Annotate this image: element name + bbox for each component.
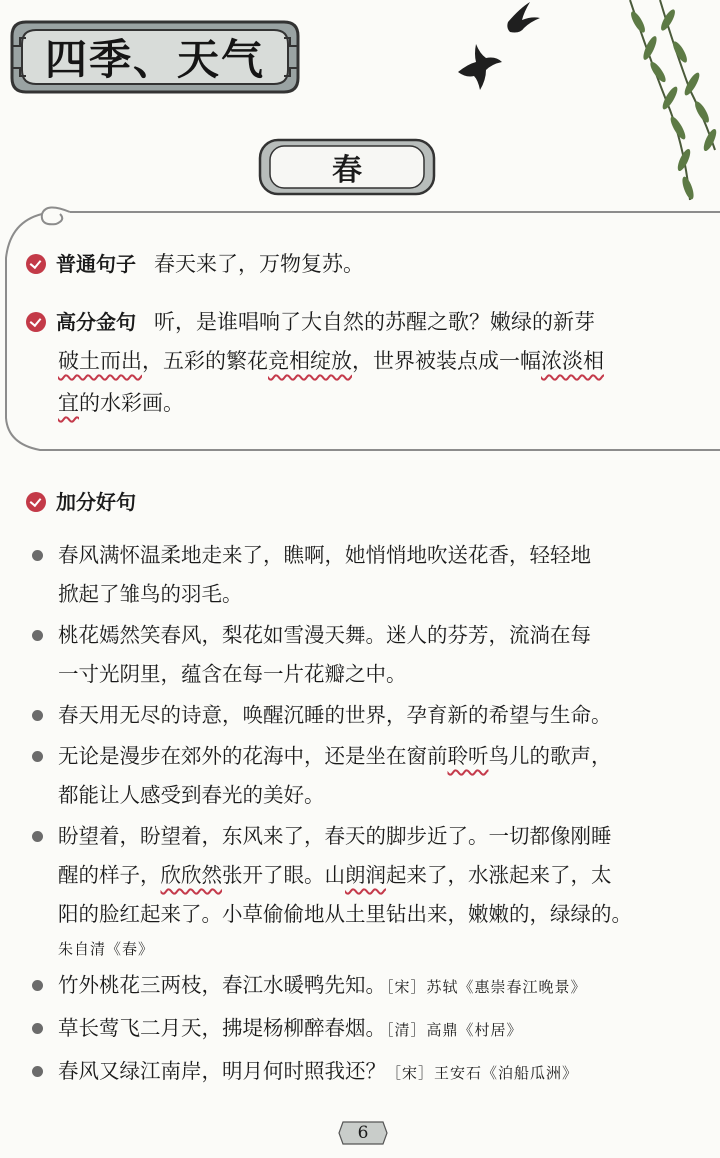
text-line: 竹外桃花三两枝，春江水暖鸭先知。 (58, 973, 386, 997)
page-number-text: 6 (357, 1123, 369, 1143)
highscore-line3 (58, 384, 184, 423)
text-line: 春风又绿江南岸，明月何时照我还？ (58, 1059, 386, 1083)
season-tab (258, 138, 436, 196)
list-item (30, 696, 720, 735)
citation: 朱自清《春》 (58, 940, 155, 958)
ordinary-sentence-row (26, 246, 364, 282)
list-item (30, 616, 720, 694)
citation: ［宋］苏轼《惠崇春江晚景》 (386, 978, 587, 996)
highlight-phrase: 欣欣然 (160, 863, 222, 887)
section-banner (6, 16, 304, 98)
list-item (30, 966, 720, 1007)
text-line: 一寸光阴里，蕴含在每一片花瓣之中。 (58, 662, 407, 686)
page-number (337, 1120, 389, 1146)
bonus-label: 加分好句 (56, 490, 136, 514)
text-fragment: 鸟儿的歌声， (488, 744, 612, 768)
text-fragment: 的水彩画。 (79, 391, 184, 415)
list-item (30, 1009, 720, 1050)
highscore-line2 (58, 342, 604, 381)
highlight-phrase: 聆听 (447, 744, 489, 768)
text-fragment: 无论是漫步在郊外的花海中，还是坐在窗前 (58, 744, 448, 768)
list-item (30, 1052, 720, 1093)
highlight-phrase: 朗润 (345, 863, 386, 887)
list-item (30, 817, 720, 964)
ordinary-label: 普通句子 (56, 252, 136, 276)
highscore-label: 高分金句 (56, 310, 136, 334)
text-line: 掀起了雏鸟的羽毛。 (58, 582, 243, 606)
text-fragment: ，五彩的繁花 (142, 349, 268, 373)
list-item (30, 737, 720, 815)
text-fragment: 起来了，水涨起来了，太 (386, 863, 612, 887)
bonus-sentence-list (30, 536, 720, 1095)
swallow-birds-icon (440, 0, 550, 120)
text-line: 都能让人感受到春光的美好。 (58, 783, 325, 807)
text-line: 桃花嫣然笑春风，梨花如雪漫天舞。迷人的芬芳，流淌在每 (58, 623, 591, 647)
ordinary-text: 春天来了，万物复苏。 (154, 252, 364, 276)
section-title: 四季、天气 (44, 35, 265, 84)
willow-branch-icon (590, 0, 720, 215)
citation: ［宋］王安石《泊船瓜洲》 (386, 1064, 579, 1082)
highlight-phrase: 宜 (58, 391, 79, 415)
check-badge-icon (26, 254, 46, 274)
season-label: 春 (332, 153, 362, 188)
citation: ［清］高鼎《村居》 (386, 1021, 523, 1039)
highlight-phrase: 竞相绽放 (268, 349, 352, 373)
text-line: 阳的脸红起来了。小草偷偷地从土里钻出来，嫩嫩的，绿绿的。 (58, 902, 632, 926)
text-fragment: ，世界被装点成一幅 (352, 349, 541, 373)
check-badge-icon (26, 492, 46, 512)
text-line: 春风满怀温柔地走来了，瞧啊，她悄悄地吹送花香，轻轻地 (58, 543, 591, 567)
bonus-heading-row (26, 484, 154, 520)
check-badge-icon (26, 312, 46, 332)
list-item (30, 536, 720, 614)
highscore-line1: 听，是谁唱响了大自然的苏醒之歌？嫩绿的新芽 (154, 310, 595, 334)
text-line: 春天用无尽的诗意，唤醒沉睡的世界，孕育新的希望与生命。 (58, 703, 612, 727)
text-line: 草长莺飞二月天，拂堤杨柳醉春烟。 (58, 1016, 386, 1040)
highlight-phrase: 破土而出 (58, 349, 142, 373)
highlight-phrase: 浓淡相 (541, 349, 604, 373)
text-line: 盼望着，盼望着，东风来了，春天的脚步近了。一切都像刚睡 (58, 824, 612, 848)
text-fragment: 张开了眼。山 (222, 863, 345, 887)
text-fragment: 醒的样子， (58, 863, 161, 887)
highscore-row (26, 304, 595, 340)
